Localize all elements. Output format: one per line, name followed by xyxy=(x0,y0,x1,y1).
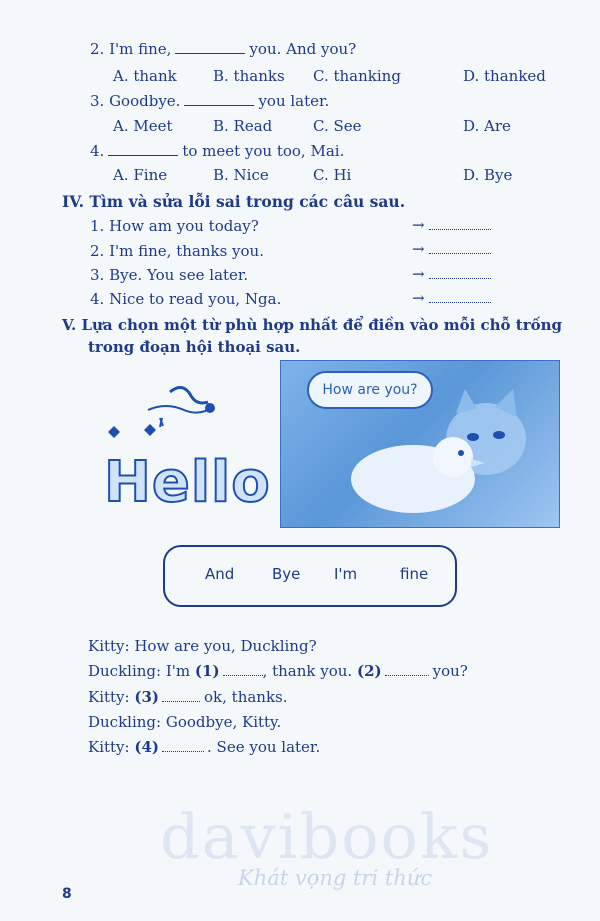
option-c: C. See xyxy=(313,117,362,135)
question-3 xyxy=(90,92,329,110)
question-2 xyxy=(90,40,356,58)
answer-blank xyxy=(108,143,178,156)
dialogue-text: Kitty: xyxy=(88,738,130,756)
dialogue-text: Duckling: I'm xyxy=(88,662,191,680)
cat-duckling-image xyxy=(281,361,559,527)
dialogue-text: ok, thanks. xyxy=(204,688,288,706)
publisher-watermark: davibooks xyxy=(160,800,494,873)
dialogue-text: you? xyxy=(432,662,468,680)
dialogue-text: , thank you. xyxy=(262,662,353,680)
option-b: B. Nice xyxy=(213,166,269,184)
speech-bubble: How are you? xyxy=(307,371,433,409)
option-b: B. Read xyxy=(213,117,273,135)
dialogue-line-1: Kitty: How are you, Duckling? xyxy=(88,637,317,655)
section-5-heading-line-2: trong đoạn hội thoại sau. xyxy=(88,338,301,356)
option-c: C. thanking xyxy=(313,67,401,85)
blank-number: (1) xyxy=(194,662,220,680)
blank-number: (4) xyxy=(134,738,160,756)
arrow-icon: → xyxy=(412,265,425,283)
answer-blank xyxy=(175,41,245,54)
dialogue-blank xyxy=(162,690,200,702)
option-a: A. Fine xyxy=(113,166,168,184)
correction-blank xyxy=(429,267,491,279)
arrow-icon: → xyxy=(412,289,425,307)
question-text: you. And you? xyxy=(249,40,357,58)
word-bank-item: fine xyxy=(400,565,429,583)
error-sentence-1: 1. How am you today? xyxy=(90,217,259,235)
arrow-2 xyxy=(412,240,491,258)
question-text: 2. I'm fine, xyxy=(90,40,172,58)
hello-illustration xyxy=(100,380,270,530)
correction-blank xyxy=(429,218,491,230)
section-5-heading-line-1: V. Lựa chọn một từ phù hợp nhất để điền vào mỗi chỗ trống xyxy=(62,316,563,334)
error-sentence-4: 4. Nice to read you, Nga. xyxy=(90,290,282,308)
question-text: 3. Goodbye. xyxy=(90,92,181,110)
dialogue-line-2 xyxy=(88,662,468,680)
publisher-tagline: Khát vọng tri thức xyxy=(238,866,433,890)
answer-blank xyxy=(184,93,254,106)
error-sentence-3: 3. Bye. You see later. xyxy=(90,266,249,284)
option-d: D. Are xyxy=(463,117,511,135)
arrow-1 xyxy=(412,216,491,234)
option-b: B. thanks xyxy=(213,67,285,85)
correction-blank xyxy=(429,291,491,303)
option-c: C. Hi xyxy=(313,166,352,184)
bird-decoration-icon xyxy=(100,380,270,460)
word-bank-item: And xyxy=(205,565,235,583)
dialogue-blank xyxy=(223,664,263,676)
arrow-icon: → xyxy=(412,240,425,258)
error-sentence-2: 2. I'm fine, thanks you. xyxy=(90,242,264,260)
question-text: you later. xyxy=(258,92,330,110)
dialogue-line-3 xyxy=(88,688,288,706)
blank-number: (2) xyxy=(356,662,382,680)
correction-blank xyxy=(429,242,491,254)
option-a: A. Meet xyxy=(113,117,173,135)
option-d: D. thanked xyxy=(463,67,546,85)
option-a: A. thank xyxy=(113,67,177,85)
blank-number: (3) xyxy=(134,688,160,706)
question-text: to meet you too, Mai. xyxy=(182,142,345,160)
dialogue-blank xyxy=(162,740,204,752)
word-bank-item: Bye xyxy=(272,565,301,583)
arrow-icon: → xyxy=(412,216,425,234)
section-4-heading: IV. Tìm và sửa lỗi sai trong các câu sau. xyxy=(62,192,406,211)
arrow-4 xyxy=(412,289,491,307)
dialogue-text: Kitty: xyxy=(88,688,130,706)
arrow-3 xyxy=(412,265,491,283)
dialogue-line-5 xyxy=(88,738,320,756)
hello-word: Hello xyxy=(104,450,271,515)
dialogue-line-4: Duckling: Goodbye, Kitty. xyxy=(88,713,282,731)
page-number: 8 xyxy=(62,886,72,902)
cat-duckling-photo xyxy=(280,360,560,528)
dialogue-text: . See you later. xyxy=(207,738,321,756)
dialogue-blank xyxy=(385,664,429,676)
question-4 xyxy=(90,142,344,160)
question-text: 4. xyxy=(90,142,105,160)
option-d: D. Bye xyxy=(463,166,513,184)
word-bank-item: I'm xyxy=(334,565,358,583)
